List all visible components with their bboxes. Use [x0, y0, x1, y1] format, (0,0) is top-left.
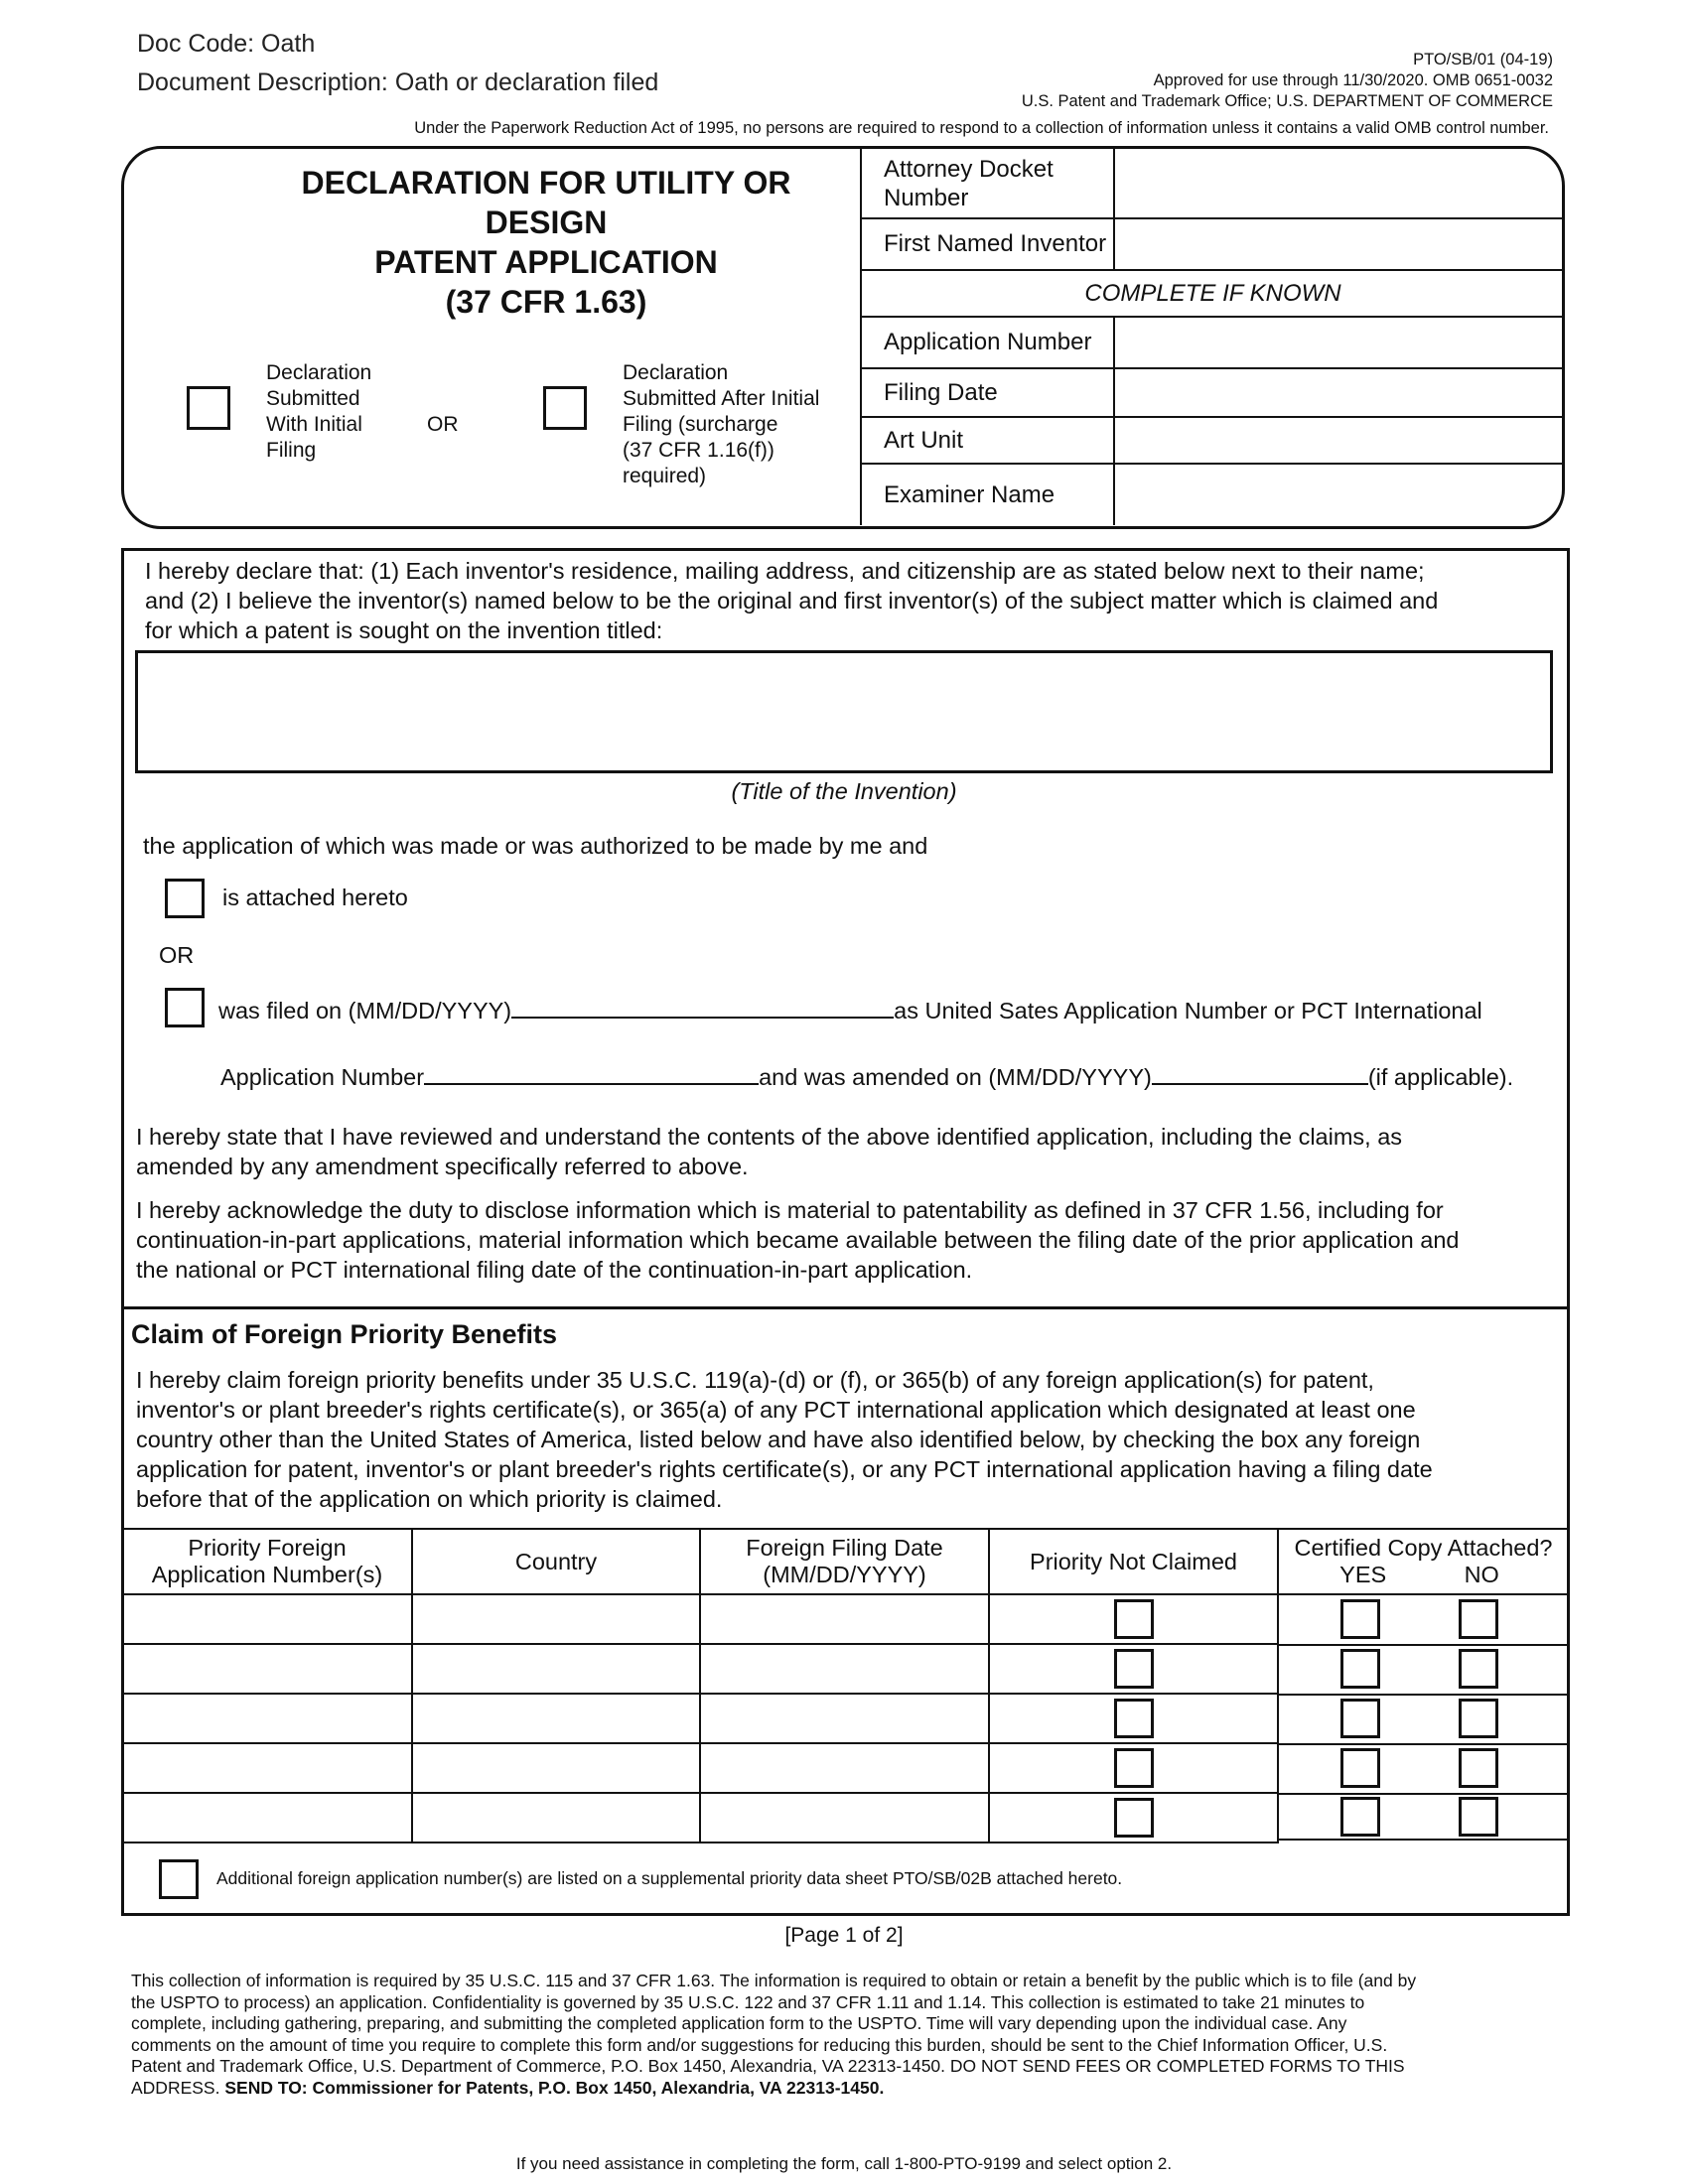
- col-yes: YES: [1339, 1562, 1387, 1587]
- examiner-name-input[interactable]: [1114, 464, 1564, 525]
- initial-filing-checkbox[interactable]: [187, 386, 230, 430]
- supplemental-sheet-note: Additional foreign application number(s) are listed on a supplemental priority data sheet PTO/SB/02B attached hereto.: [216, 1868, 1123, 1888]
- priority-number-cell[interactable]: [123, 1594, 412, 1644]
- application-info-table: [860, 149, 1564, 525]
- application-made-text: the application of which was made or was authorized to be made by me and: [143, 833, 928, 859]
- certified-no-checkbox[interactable]: [1459, 1748, 1498, 1788]
- initial-filing-label: Declaration Submitted With Initial Filing: [266, 361, 372, 462]
- certified-yes-checkbox[interactable]: [1340, 1748, 1380, 1788]
- first-named-inventor-label: First Named Inventor: [861, 218, 1114, 270]
- priority-not-claimed-checkbox[interactable]: [1114, 1599, 1154, 1639]
- col-priority-not-claimed: Priority Not Claimed: [989, 1529, 1278, 1594]
- filing-date-cell[interactable]: [700, 1644, 989, 1694]
- form-id: PTO/SB/01 (04-19): [1413, 51, 1553, 68]
- form-title-line: DECLARATION FOR UTILITY OR: [301, 165, 791, 201]
- priority-not-claimed-checkbox[interactable]: [1114, 1649, 1154, 1689]
- certified-yes-checkbox[interactable]: [1340, 1699, 1380, 1738]
- attached-or-label: OR: [159, 942, 195, 968]
- certified-no-checkbox[interactable]: [1459, 1599, 1498, 1639]
- omb-approval: Approved for use through 11/30/2020. OMB 0651-0032: [1153, 71, 1553, 89]
- attorney-docket-label: Attorney Docket Number: [861, 149, 1114, 218]
- if-applicable-label: (if applicable).: [1367, 1064, 1514, 1090]
- priority-number-cell[interactable]: [123, 1743, 412, 1793]
- application-number-label: Application Number: [861, 317, 1114, 368]
- filing-date-cell[interactable]: [700, 1743, 989, 1793]
- agency-name: U.S. Patent and Trademark Office; U.S. DEPARTMENT OF COMMERCE: [1021, 92, 1553, 110]
- attorney-docket-input[interactable]: [1114, 149, 1564, 218]
- priority-number-cell[interactable]: [123, 1694, 412, 1743]
- priority-not-claimed-checkbox[interactable]: [1114, 1798, 1154, 1838]
- country-cell[interactable]: [412, 1793, 700, 1843]
- certified-no-checkbox[interactable]: [1459, 1797, 1498, 1837]
- country-cell[interactable]: [412, 1743, 700, 1793]
- filed-on-date-input[interactable]: [511, 993, 894, 1019]
- form-header-right: [1022, 50, 1553, 112]
- filing-date-label: Filing Date: [861, 368, 1114, 417]
- foreign-priority-text: I hereby claim foreign priority benefits under 35 U.S.C. 119(a)-(d) or (f), or 365(b) of any foreign application(s) for patent, inventor's or plant breeder's rights certificate(s), or 365(a) of any PCT international application which designated at least one country other than the United States of America, listed below and have also identified below, by checking the box any foreign application for patent, inventor's or plant breeder's rights certificate(s), or any PCT international application having a filing date before that of the application on which priority is claimed.: [136, 1367, 1433, 1512]
- certified-no-checkbox[interactable]: [1459, 1699, 1498, 1738]
- us-application-label: as United Sates Application Number or PCT International: [894, 998, 1482, 1024]
- title-caption: (Title of the Invention): [731, 778, 957, 804]
- attached-hereto-label: is attached hereto: [222, 885, 408, 910]
- doc-code: Doc Code: Oath: [137, 30, 316, 58]
- supplemental-sheet-checkbox[interactable]: [159, 1859, 199, 1899]
- after-filing-checkbox[interactable]: [543, 386, 587, 430]
- invention-title-input[interactable]: [135, 650, 1553, 773]
- pct-application-number-label: Application Number: [220, 1064, 425, 1090]
- filing-date-cell[interactable]: [700, 1694, 989, 1743]
- amended-on-label: and was amended on (MM/DD/YYYY): [759, 1064, 1152, 1090]
- section-divider: [121, 1306, 1570, 1309]
- foreign-priority-heading: Claim of Foreign Priority Benefits: [131, 1319, 558, 1349]
- foreign-priority-table: [123, 1528, 1568, 1843]
- filing-date-cell[interactable]: [700, 1594, 989, 1644]
- footer-address-label: ADDRESS.: [131, 2077, 220, 2098]
- col-certified-copy: Certified Copy Attached? YES NO: [1278, 1529, 1568, 1594]
- form-title: [228, 163, 864, 322]
- art-unit-label: Art Unit: [861, 417, 1114, 464]
- amended-on-date-input[interactable]: [1152, 1059, 1368, 1085]
- filing-date-input[interactable]: [1114, 368, 1564, 417]
- priority-not-claimed-checkbox[interactable]: [1114, 1748, 1154, 1788]
- filed-on-checkbox[interactable]: [165, 988, 205, 1027]
- pct-application-number-input[interactable]: [424, 1059, 759, 1085]
- page-indicator: [Page 1 of 2]: [784, 1924, 904, 1947]
- table-row: [123, 1793, 1568, 1843]
- table-row: [123, 1743, 1568, 1793]
- submission-or-label: OR: [427, 413, 459, 436]
- form-title-line: PATENT APPLICATION: [374, 244, 718, 280]
- assistance-note: If you need assistance in completing the form, call 1-800-PTO-9199 and select option 2.: [515, 2154, 1173, 2173]
- application-number-input[interactable]: [1114, 317, 1564, 368]
- table-row: [123, 1594, 1568, 1644]
- application-number-line: [220, 1059, 1513, 1092]
- col-no: NO: [1464, 1562, 1499, 1587]
- attached-hereto-checkbox[interactable]: [165, 879, 205, 918]
- examiner-name-label: Examiner Name: [861, 464, 1114, 525]
- art-unit-input[interactable]: [1114, 417, 1564, 464]
- form-title-line: DESIGN: [485, 205, 608, 240]
- country-cell[interactable]: [412, 1644, 700, 1694]
- table-row: [123, 1694, 1568, 1743]
- complete-if-known-label: COMPLETE IF KNOWN: [861, 270, 1564, 317]
- certified-yes-checkbox[interactable]: [1340, 1797, 1380, 1837]
- country-cell[interactable]: [412, 1594, 700, 1644]
- duty-to-disclose-statement: I hereby acknowledge the duty to disclose information which is material to patentability as defined in 37 CFR 1.56, including for continuation-in-part applications, material information which became available between the filing date of the prior application and the national or PCT international filing date of the continuation-in-part application.: [136, 1197, 1460, 1283]
- filed-on-label: was filed on (MM/DD/YYYY): [218, 998, 512, 1024]
- send-to-address: SEND TO: Commissioner for Patents, P.O. Box 1450, Alexandria, VA 22313-1450.: [224, 2077, 885, 2098]
- filed-on-line: [218, 993, 1482, 1025]
- paperwork-notice: Under the Paperwork Reduction Act of 1995, no persons are required to respond to a collection of information unless it contains a valid OMB control number.: [414, 119, 1549, 137]
- doc-description: Document Description: Oath or declaration filed: [137, 68, 659, 96]
- priority-number-cell[interactable]: [123, 1793, 412, 1843]
- declaration-intro: I hereby declare that: (1) Each inventor's residence, mailing address, and citizenship are as stated below next to their name; and (2) I believe the inventor(s) named below to be the original and first inventor(s) of the subject matter which is claimed and for which a patent is sought on the invention titled:: [145, 558, 1439, 643]
- reviewed-statement: I hereby state that I have reviewed and understand the contents of the above identified application, including the claims, as amended by any amendment specifically referred to above.: [136, 1124, 1403, 1179]
- first-named-inventor-input[interactable]: [1114, 218, 1564, 270]
- after-filing-label: Declaration Submitted After Initial Filing (surcharge (37 CFR 1.16(f)) required): [623, 361, 820, 487]
- certified-no-checkbox[interactable]: [1459, 1649, 1498, 1689]
- priority-number-cell[interactable]: [123, 1644, 412, 1694]
- form-title-line: (37 CFR 1.63): [445, 284, 647, 320]
- burden-statement: This collection of information is required by 35 U.S.C. 115 and 37 CFR 1.63. The information is required to obtain or retain a benefit by the public which is to file (and by the USPTO to process) an application. Confidentiality is governed by 35 U.S.C. 122 and 37 CFR 1.11 and 1.14. This collection is estimated to take 21 minutes to complete, including gathering, preparing, and submitting the completed application form to the USPTO. Time will vary depending upon the individual case. Any comments on the amount of time you require to complete this form and/or suggestions for reducing this burden, should be sent to the Chief Information Officer, U.S. Patent and Trademark Office, U.S. Department of Commerce, P.O. Box 1450, Alexandria, VA 22313-1450. DO NOT SEND FEES OR COMPLETED FORMS TO THIS ADDRESS. SEND TO: Commissioner for Patents, P.O. Box 1450, Alexandria, VA 22313-1450.: [131, 1971, 1417, 2098]
- certified-yes-checkbox[interactable]: [1340, 1599, 1380, 1639]
- filing-date-cell[interactable]: [700, 1793, 989, 1843]
- table-row: [123, 1644, 1568, 1694]
- col-filing-date: Foreign Filing Date (MM/DD/YYYY): [700, 1529, 989, 1594]
- country-cell[interactable]: [412, 1694, 700, 1743]
- certified-yes-checkbox[interactable]: [1340, 1649, 1380, 1689]
- col-country: Country: [412, 1529, 700, 1594]
- col-priority-number: Priority Foreign Application Number(s): [123, 1529, 412, 1594]
- priority-not-claimed-checkbox[interactable]: [1114, 1699, 1154, 1738]
